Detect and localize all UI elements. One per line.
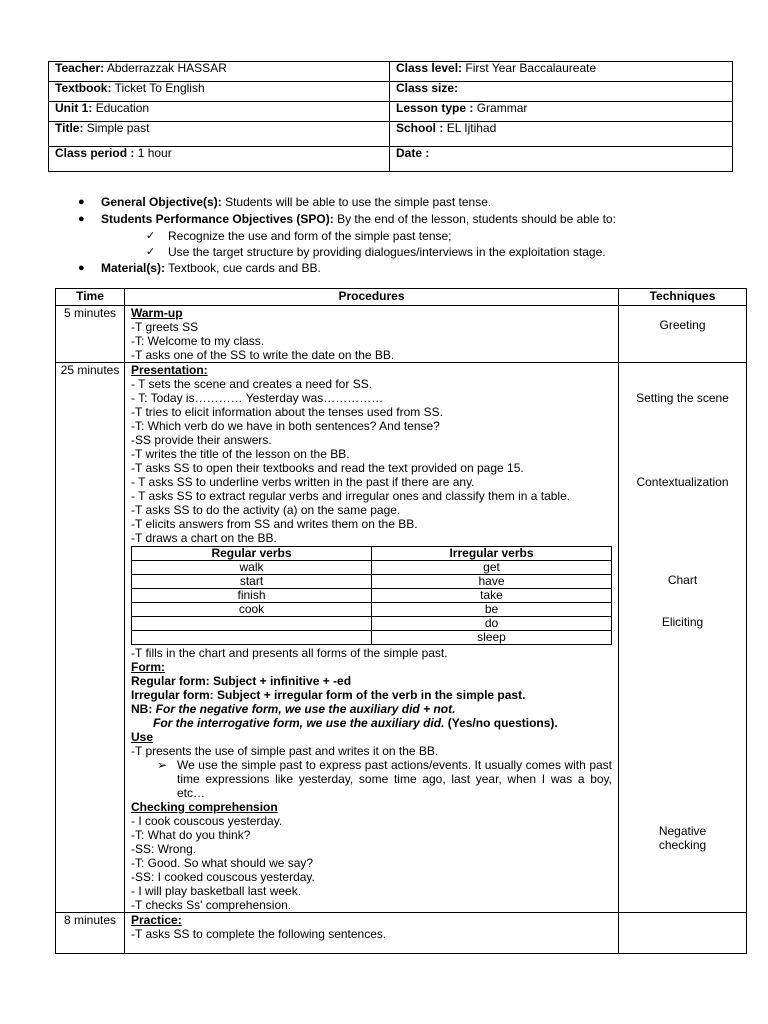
warmup-technique: Greeting: [619, 306, 747, 363]
presentation-procedures: Presentation: - T sets the scene and creates a need for SS. - T: Today is………… Yesterday was…………… -T tries to elicit information about the tenses used from SS. -T: Which verb do we have in both sentences? And tense? -SS provide their answers. -T writes the title of the lesson on the BB. -T asks SS to open their textbooks and read the text provided on page 15. - T asks SS to underline verbs written in the past if there are any. - T asks SS to extract regular verbs and irregular ones and classify them in a table. -T asks SS to do the activity (a) on the same page. -T elicits answers from SS and writes them on the BB. -T draws a chart on the BB. Regular verbs Irregular verbs walk get start have finish take cook be do sleep -T fills in the chart and presents all forms of the simple past. Form: Regular form: Subject + infinitive + -ed Irregular form: Subject + irregular form of the verb in the simple past. NB: For the negative form, we use the auxiliary did + not. For the interrogative form, we use the auxiliary did. (Yes/no questions). Use -T presents the use of simple past and writes it on the BB. ➢ We use the simple past to express past actions/events. It usually comes with past time expressions like yesterday, some time ago, last year, when I was a boy, etc… Checking comprehension - I cook couscous yesterday. -T: What do you think? -SS: Wrong. -T: Good. So what should we say? -SS: I cooked couscous yesterday. - I will play basketball last week. -T checks Ss' comprehension.: [125, 363, 619, 913]
practice-technique: [619, 913, 747, 954]
table-row: sleep: [132, 631, 612, 645]
lesson-procedure-table: [55, 288, 747, 954]
practice-row: [56, 913, 747, 954]
arrow-bullet-icon: ➢: [157, 758, 168, 772]
use-bullet: ➢ We use the simple past to express past actions/events. It usually comes with past time expressions like yesterday, some time ago, last year, when I was a boy, etc…: [157, 758, 612, 800]
technique-setting-scene: Setting the scene: [636, 391, 729, 405]
irregular-verbs-header: Irregular verbs: [372, 547, 612, 561]
presentation-time: 25 minutes: [56, 363, 125, 913]
technique-eliciting: Eliciting: [661, 615, 704, 629]
practice-time: 8 minutes: [56, 913, 125, 954]
table-row: finish take: [132, 589, 612, 603]
class-level-cell: Class level: First Year Baccalaureate: [390, 62, 733, 82]
nb-interrogative: For the interrogative form, we use the auxiliary did. (Yes/no questions).: [153, 716, 558, 730]
presentation-row: [56, 363, 747, 913]
bullet-icon: ●: [78, 196, 85, 208]
checking-heading: Checking comprehension: [131, 800, 278, 814]
check-icon: ✓: [146, 246, 156, 258]
date-cell: Date :: [390, 147, 733, 172]
presentation-techniques: [619, 363, 747, 913]
practice-heading: Practice:: [131, 913, 182, 927]
spo-item: ✓ Recognize the use and form of the simple past tense;: [146, 229, 452, 243]
regular-verbs-header: Regular verbs: [132, 547, 372, 561]
school-cell: School : EL Ijtihad: [390, 122, 733, 147]
technique-negative-checking: Negative checking: [658, 824, 707, 852]
table-row: cook be: [132, 603, 612, 617]
techniques-header: Techniques: [619, 289, 747, 306]
procedures-header: Procedures: [125, 289, 619, 306]
warmup-procedures: Warm-up -T greets SS -T: Welcome to my class. -T asks one of the SS to write the date on the BB.: [125, 306, 619, 363]
warmup-time: 5 minutes: [56, 306, 125, 363]
table-row: walk get: [132, 561, 612, 575]
bullet-icon: ●: [78, 262, 85, 274]
class-period-cell: Class period : 1 hour: [49, 147, 390, 172]
lesson-info-table: [48, 61, 733, 172]
technique-chart: Chart: [667, 573, 698, 587]
nb-negative: NB: For the negative form, we use the auxiliary did + not.: [131, 702, 456, 716]
check-icon: ✓: [146, 230, 156, 242]
materials: ● Material(s): Textbook, cue cards and BB.: [78, 261, 321, 275]
use-heading: Use: [131, 730, 154, 744]
textbook-cell: Textbook: Ticket To English: [49, 82, 390, 102]
warmup-heading: Warm-up: [131, 306, 183, 320]
lesson-type-cell: Lesson type : Grammar: [390, 102, 733, 122]
spo-objective: ● Students Performance Objectives (SPO): By the end of the lesson, students should be able to:: [78, 212, 616, 226]
class-size-cell: Class size:: [390, 82, 733, 102]
practice-procedures: Practice: -T asks SS to complete the following sentences.: [125, 913, 619, 954]
warmup-row: [56, 306, 747, 363]
table-row: do: [132, 617, 612, 631]
verbs-chart: [131, 546, 612, 645]
table-row: start have: [132, 575, 612, 589]
unit-cell: Unit 1: Education: [49, 102, 390, 122]
title-cell: Title: Simple past: [49, 122, 390, 147]
presentation-heading: Presentation:: [131, 363, 208, 377]
technique-contextualization: Contextualization: [636, 475, 729, 489]
spo-item: ✓ Use the target structure by providing dialogues/interviews in the exploitation stage.: [146, 245, 606, 259]
form-heading: Form:: [131, 660, 165, 674]
teacher-cell: Teacher: Abderrazzak HASSAR: [49, 62, 390, 82]
time-header: Time: [56, 289, 125, 306]
objectives-section: [78, 194, 738, 277]
general-objective: ● General Objective(s): Students will be able to use the simple past tense.: [78, 195, 492, 209]
bullet-icon: ●: [78, 213, 85, 225]
